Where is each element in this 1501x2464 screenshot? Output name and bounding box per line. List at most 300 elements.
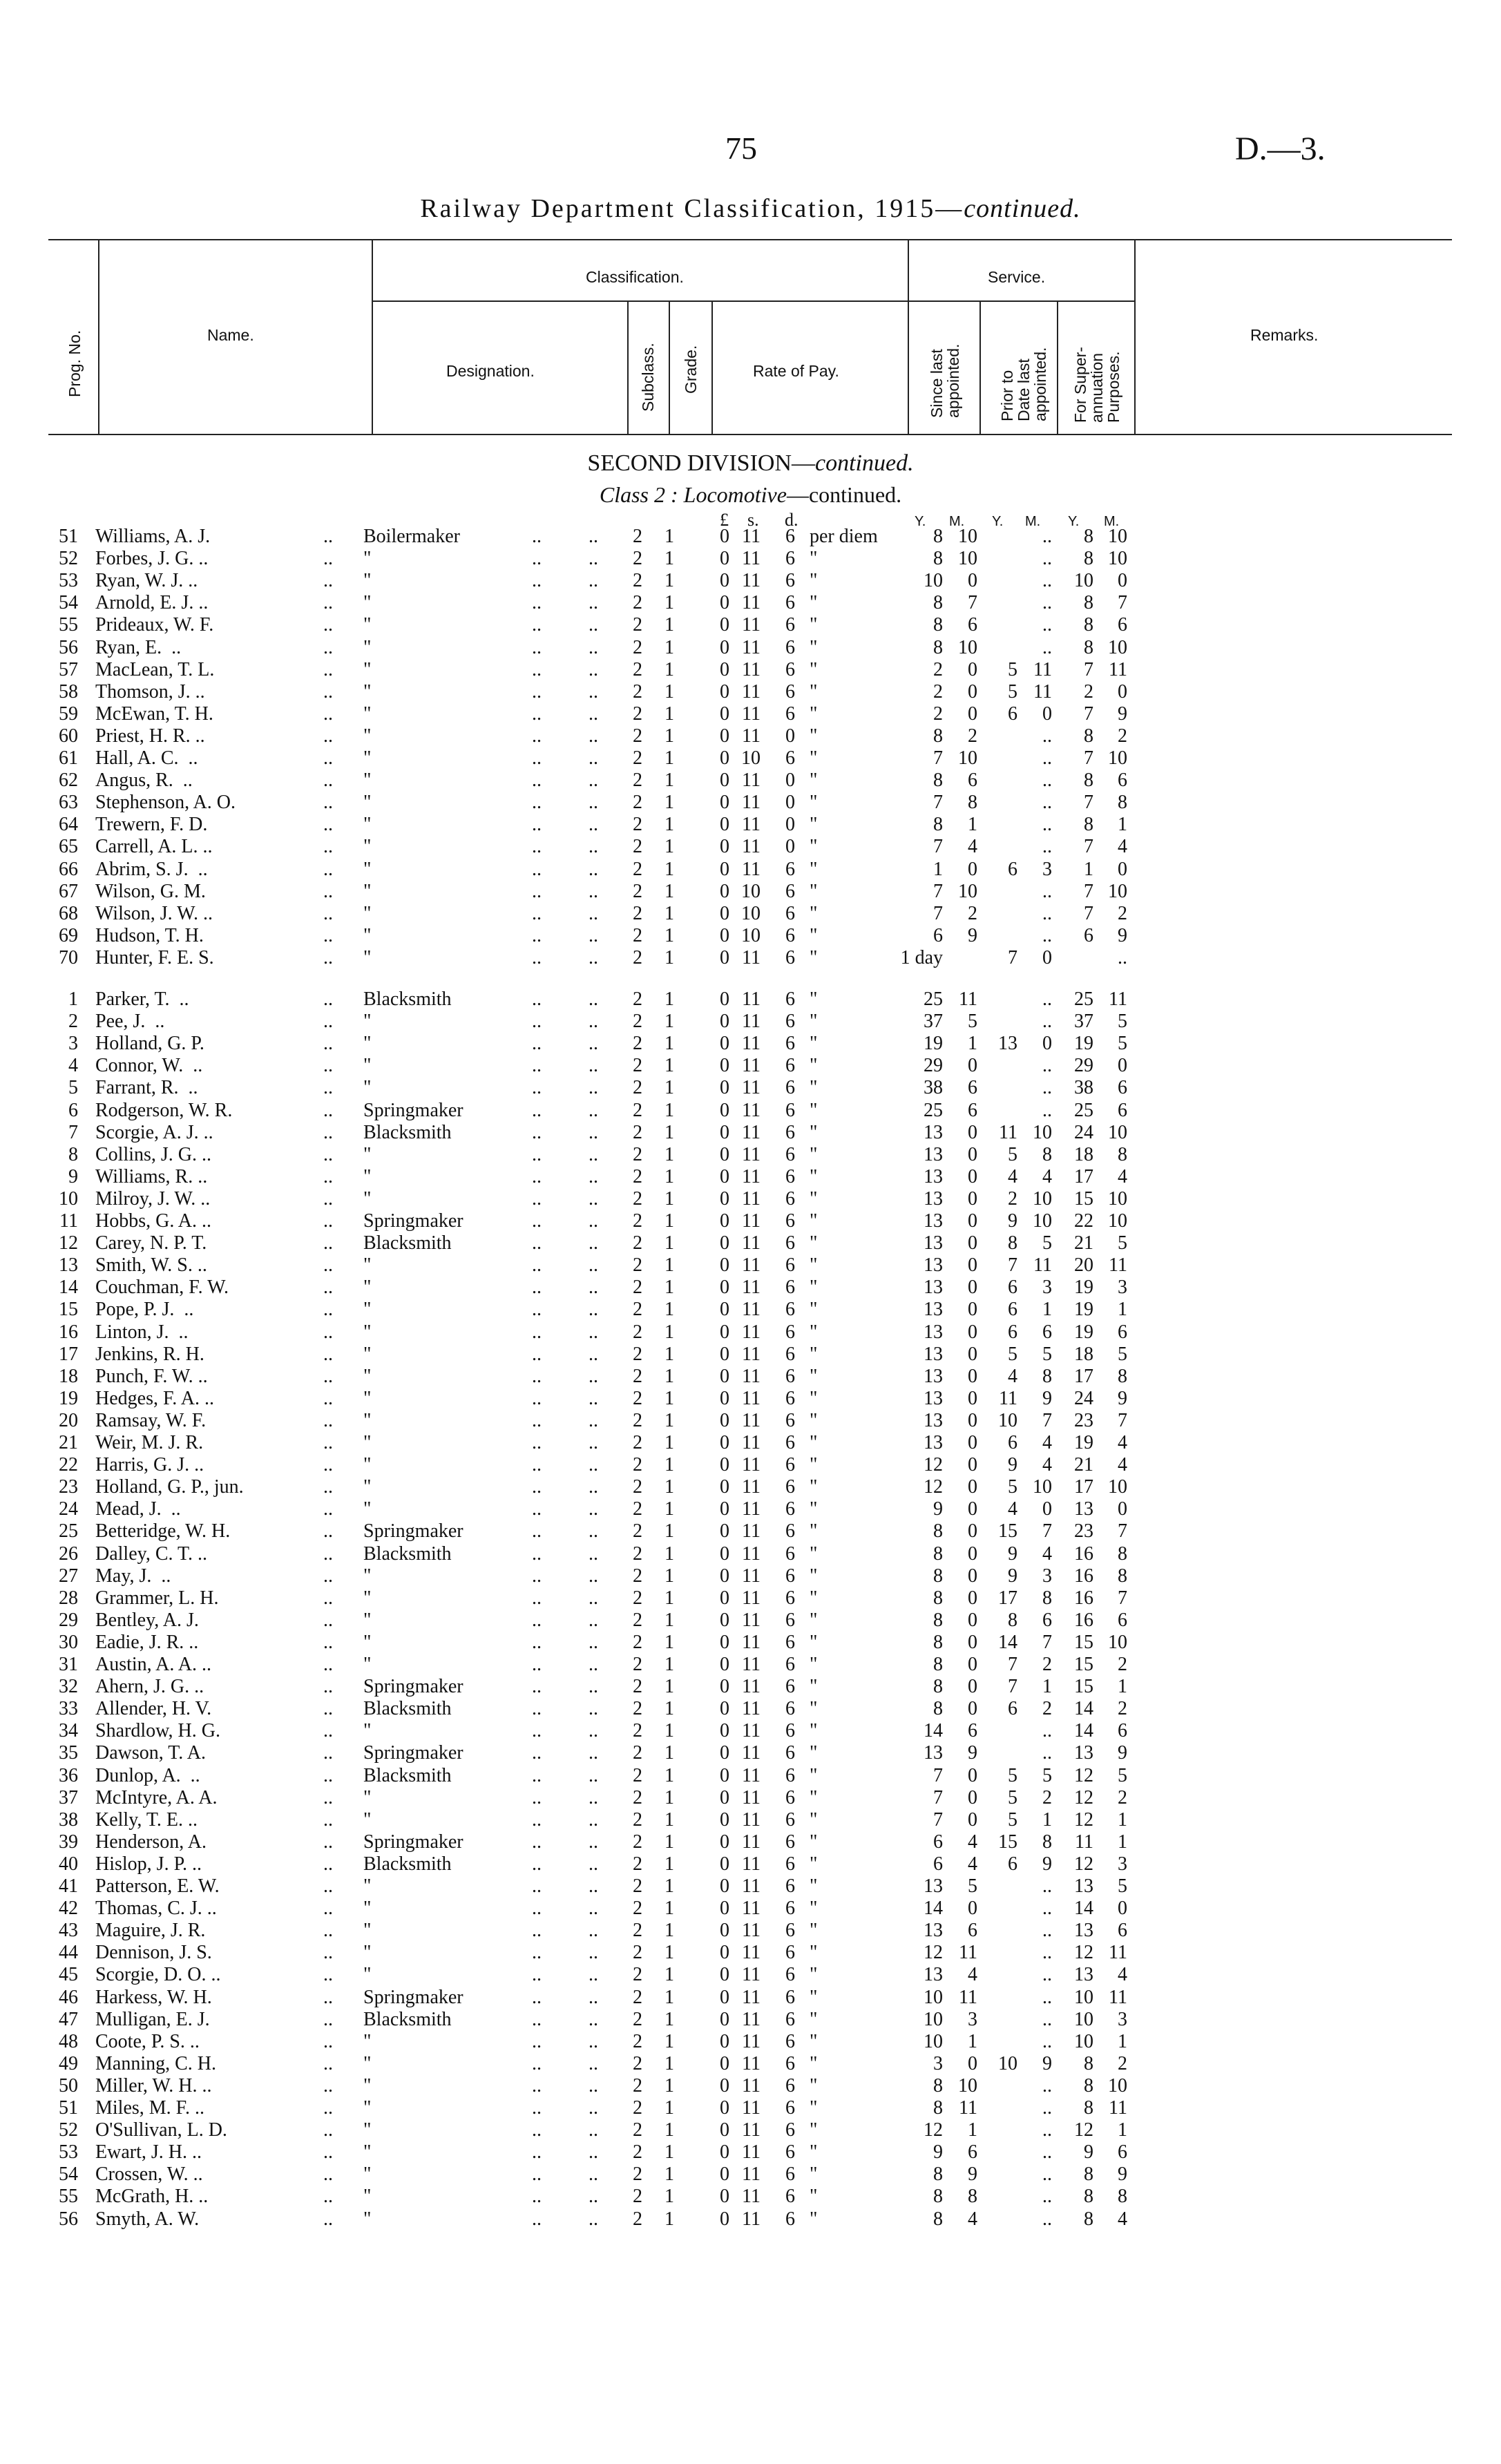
rate-pence: 6	[785, 2097, 795, 2119]
rate-pence: 6	[785, 1476, 795, 1498]
name: O'Sullivan, L. D.	[95, 2119, 227, 2141]
grade: 1	[665, 614, 674, 636]
rate-period: "	[810, 1432, 818, 1453]
since-years: 10	[924, 2008, 943, 2030]
rate-period: "	[810, 1831, 818, 1853]
super-months: 5	[1118, 1232, 1127, 1254]
subclass: 2	[633, 1942, 642, 1964]
rate-period: "	[810, 1165, 818, 1187]
prog-no: 28	[59, 1587, 78, 1609]
name: McEwan, T. H.	[95, 703, 213, 725]
designation: "	[363, 1631, 372, 1653]
prior-years: 15	[998, 1831, 1017, 1853]
rate-shillings: 11	[742, 1831, 761, 1853]
prior-months: 5	[1042, 1764, 1052, 1786]
subclass: 2	[633, 1187, 642, 1210]
subclass: 2	[633, 2052, 642, 2074]
rate-period: "	[810, 1875, 818, 1897]
table-row	[0, 1276, 1501, 1299]
prog-no: 69	[59, 924, 78, 946]
leader-dots: ..	[532, 1764, 542, 1786]
name: Ryan, E. ..	[95, 636, 182, 658]
since-years: 13	[924, 1299, 943, 1321]
page-title	[0, 193, 1501, 224]
name: Couchman, F. W.	[95, 1277, 229, 1299]
rate-pounds: 0	[720, 1498, 729, 1520]
designation: Blacksmith	[363, 1853, 452, 1875]
header-rate-of-pay: Rate of Pay.	[753, 362, 839, 380]
super-months: 6	[1118, 2141, 1127, 2164]
designation: Blacksmith	[363, 1232, 452, 1254]
name: Williams, A. J.	[95, 526, 211, 547]
rate-pence: 6	[785, 548, 795, 570]
grade: 1	[665, 1165, 674, 1187]
leader-dots: ..	[532, 703, 542, 725]
rate-pounds: 0	[720, 592, 729, 614]
rate-shillings: 11	[742, 1187, 761, 1210]
designation: Springmaker	[363, 1210, 463, 1232]
grade: 1	[665, 1210, 674, 1232]
leader-dots: ..	[532, 1786, 542, 1808]
rate-period: "	[810, 2008, 818, 2030]
rate-pounds: 0	[720, 1609, 729, 1631]
designation: "	[363, 1365, 372, 1387]
rate-shillings: 11	[742, 1853, 761, 1875]
rate-period: "	[810, 1187, 818, 1210]
leader-dots: ..	[589, 1277, 598, 1299]
leader-dots: ..	[532, 1808, 542, 1831]
rate-pounds: 0	[720, 814, 729, 836]
leader-dots: ..	[323, 1986, 333, 2008]
since-years: 8	[933, 2074, 943, 2097]
prog-no: 48	[59, 2030, 78, 2052]
subclass: 2	[633, 614, 642, 636]
name: Jenkins, R. H.	[95, 1343, 204, 1365]
name: Hunter, F. E. S.	[95, 946, 214, 968]
leader-dots: ..	[323, 703, 333, 725]
since-months: 10	[958, 548, 977, 570]
designation: "	[363, 792, 372, 814]
prior-months: 1	[1042, 1676, 1052, 1698]
prior-months: 9	[1042, 1853, 1052, 1875]
grade: 1	[665, 1654, 674, 1675]
super-months: 6	[1118, 770, 1127, 792]
leader-dots: ..	[589, 1343, 598, 1365]
super-years: 1	[1084, 858, 1093, 880]
since-years: 8	[933, 2097, 943, 2119]
rate-period: "	[810, 1720, 818, 1742]
designation: "	[363, 747, 372, 769]
table-row	[0, 1010, 1501, 1033]
since-years: 6	[933, 1853, 943, 1875]
prior-months: 9	[1042, 2052, 1052, 2074]
since-years: 7	[933, 880, 943, 902]
leader-dots: ..	[532, 989, 542, 1010]
leader-dots: ..	[532, 2008, 542, 2030]
leader-dots: ..	[323, 1476, 333, 1498]
rate-shillings: 11	[742, 1165, 761, 1187]
leader-dots: ..	[323, 2186, 333, 2208]
rate-pence: 6	[785, 1299, 795, 1321]
document-reference: D.—3.	[1235, 131, 1326, 167]
prior-months: ..	[1042, 614, 1052, 636]
since-months: 2	[968, 902, 977, 924]
leader-dots: ..	[532, 2030, 542, 2052]
since-months: 4	[968, 1853, 977, 1875]
leader-dots: ..	[323, 1808, 333, 1831]
super-months: 9	[1118, 2164, 1127, 2186]
designation: "	[363, 2119, 372, 2141]
rate-shillings: 11	[742, 2186, 761, 2208]
subclass: 2	[633, 946, 642, 968]
name: Carrell, A. L. ..	[95, 836, 213, 858]
super-years: 10	[1074, 2008, 1093, 2030]
grade: 1	[665, 2186, 674, 2208]
rate-pounds: 0	[720, 1631, 729, 1653]
col-rule	[1134, 239, 1136, 435]
prior-months: 0	[1042, 946, 1052, 968]
rate-pence: 6	[785, 1520, 795, 1543]
since-years: 25	[924, 989, 943, 1010]
leader-dots: ..	[589, 703, 598, 725]
since-months: 10	[958, 880, 977, 902]
prior-months: ..	[1042, 526, 1052, 547]
prog-no: 56	[59, 636, 78, 658]
prog-no: 70	[59, 946, 78, 968]
super-months: 4	[1118, 1165, 1127, 1187]
since-months: 0	[968, 2052, 977, 2074]
leader-dots: ..	[532, 658, 542, 680]
prog-no: 26	[59, 1543, 78, 1565]
super-months: 10	[1108, 1476, 1127, 1498]
leader-dots: ..	[589, 658, 598, 680]
prior-years: 4	[1008, 1165, 1017, 1187]
name: Hislop, J. P. ..	[95, 1853, 202, 1875]
leader-dots: ..	[532, 2052, 542, 2074]
since-years: 8	[933, 1698, 943, 1720]
since-months: 0	[968, 1187, 977, 1210]
leader-dots: ..	[589, 924, 598, 946]
subclass: 2	[633, 2208, 642, 2230]
super-months: 9	[1118, 1387, 1127, 1409]
leader-dots: ..	[323, 1099, 333, 1121]
table-row	[0, 1653, 1501, 1677]
leader-dots: ..	[323, 1498, 333, 1520]
grade: 1	[665, 1143, 674, 1165]
subclass: 2	[633, 1676, 642, 1698]
designation: "	[363, 1055, 372, 1077]
prior-months: ..	[1042, 2141, 1052, 2164]
designation: "	[363, 1299, 372, 1321]
rate-period: "	[810, 1454, 818, 1476]
table-row	[0, 2074, 1501, 2098]
designation: "	[363, 858, 372, 880]
grade: 1	[665, 1742, 674, 1764]
leader-dots: ..	[323, 770, 333, 792]
leader-dots: ..	[323, 1742, 333, 1764]
super-months: 7	[1118, 1409, 1127, 1431]
super-months: 1	[1118, 1831, 1127, 1853]
table-row	[0, 1697, 1501, 1721]
designation: Blacksmith	[363, 1698, 452, 1720]
header-grade: Grade.	[682, 345, 700, 394]
rate-shillings: 11	[742, 1077, 761, 1099]
leader-dots: ..	[532, 836, 542, 858]
rate-shillings: 11	[742, 1409, 761, 1431]
name: McIntyre, A. A.	[95, 1786, 218, 1808]
leader-dots: ..	[323, 902, 333, 924]
table-row	[0, 658, 1501, 682]
rate-period: "	[810, 1898, 818, 1920]
super-months: 0	[1118, 570, 1127, 592]
rate-shillings: 11	[742, 1143, 761, 1165]
rate-period: "	[810, 1942, 818, 1964]
since-years: 13	[924, 1165, 943, 1187]
super-months: 10	[1108, 1631, 1127, 1653]
grade: 1	[665, 989, 674, 1010]
prog-no: 60	[59, 725, 78, 747]
grade: 1	[665, 1432, 674, 1453]
rate-period: "	[810, 1121, 818, 1143]
prog-no: 55	[59, 614, 78, 636]
prior-months: ..	[1042, 1942, 1052, 1964]
leader-dots: ..	[532, 614, 542, 636]
subclass: 2	[633, 1898, 642, 1920]
rate-period: "	[810, 1143, 818, 1165]
super-months: 9	[1118, 703, 1127, 725]
leader-dots: ..	[532, 680, 542, 703]
prior-years: 5	[1008, 1786, 1017, 1808]
leader-dots: ..	[532, 570, 542, 592]
subclass: 2	[633, 636, 642, 658]
leader-dots: ..	[323, 814, 333, 836]
since-years: 14	[924, 1720, 943, 1742]
grade: 1	[665, 1498, 674, 1520]
table-row	[0, 1431, 1501, 1455]
prog-no: 35	[59, 1742, 78, 1764]
since-years: 8	[933, 592, 943, 614]
prior-months: ..	[1042, 1986, 1052, 2008]
name: Ramsay, W. F.	[95, 1409, 207, 1431]
rate-shillings: 11	[742, 1365, 761, 1387]
rate-pence: 6	[785, 1165, 795, 1187]
super-months: 1	[1118, 1676, 1127, 1698]
leader-dots: ..	[589, 1764, 598, 1786]
since-months: 10	[958, 526, 977, 547]
subclass: 2	[633, 1786, 642, 1808]
prior-years: 6	[1008, 703, 1017, 725]
name: Crossen, W. ..	[95, 2164, 203, 2186]
super-years: 10	[1074, 570, 1093, 592]
prog-no: 13	[59, 1254, 78, 1277]
leader-dots: ..	[532, 1011, 542, 1033]
table-row	[0, 1631, 1501, 1654]
super-months: 4	[1118, 1964, 1127, 1986]
prior-years: 4	[1008, 1498, 1017, 1520]
rate-shillings: 11	[742, 2119, 761, 2141]
leader-dots: ..	[323, 880, 333, 902]
super-years: 12	[1074, 1942, 1093, 1964]
unit-pounds: £	[720, 510, 729, 530]
leader-dots: ..	[323, 1565, 333, 1587]
leader-dots: ..	[589, 1321, 598, 1343]
page-number: 75	[725, 131, 757, 166]
designation: "	[363, 636, 372, 658]
rate-pounds: 0	[720, 2052, 729, 2074]
rate-pounds: 0	[720, 1077, 729, 1099]
rate-shillings: 11	[742, 1520, 761, 1543]
table-row	[0, 613, 1501, 637]
unit-m1: M.	[949, 514, 965, 529]
super-months: 11	[1109, 1986, 1127, 2008]
rate-shillings: 11	[742, 1277, 761, 1299]
leader-dots: ..	[323, 1543, 333, 1565]
prior-years: 7	[1008, 1676, 1017, 1698]
prog-no: 52	[59, 2119, 78, 2141]
leader-dots: ..	[323, 2030, 333, 2052]
super-years: 21	[1074, 1454, 1093, 1476]
rate-pence: 6	[785, 592, 795, 614]
leader-dots: ..	[532, 1720, 542, 1742]
designation: Springmaker	[363, 1099, 463, 1121]
leader-dots: ..	[532, 1343, 542, 1365]
prior-years: 6	[1008, 1321, 1017, 1343]
leader-dots: ..	[323, 1786, 333, 1808]
leader-dots: ..	[532, 2186, 542, 2208]
since-months: 0	[968, 1454, 977, 1476]
rate-shillings: 11	[742, 792, 761, 814]
rate-period: "	[810, 680, 818, 703]
leader-dots: ..	[323, 1853, 333, 1875]
leader-dots: ..	[323, 1277, 333, 1299]
since-years: 13	[924, 1920, 943, 1942]
leader-dots: ..	[323, 1165, 333, 1187]
subclass: 2	[633, 836, 642, 858]
prior-months: ..	[1042, 2186, 1052, 2208]
since-years: 37	[924, 1011, 943, 1033]
super-months: 6	[1118, 1099, 1127, 1121]
subclass: 2	[633, 1920, 642, 1942]
super-years: 24	[1074, 1121, 1093, 1143]
rate-shillings: 11	[742, 614, 761, 636]
super-months: 6	[1118, 1077, 1127, 1099]
rate-shillings: 11	[742, 680, 761, 703]
grade: 1	[665, 1587, 674, 1609]
rate-shillings: 11	[742, 1387, 761, 1409]
table-row	[0, 1121, 1501, 1145]
grade: 1	[665, 1121, 674, 1143]
rate-pounds: 0	[720, 1321, 729, 1343]
rate-pence: 6	[785, 658, 795, 680]
since-years: 8	[933, 614, 943, 636]
leader-dots: ..	[532, 1698, 542, 1720]
leader-dots: ..	[589, 1565, 598, 1587]
since-years: 8	[933, 770, 943, 792]
super-months: 6	[1118, 1920, 1127, 1942]
rate-shillings: 11	[742, 1808, 761, 1831]
leader-dots: ..	[589, 570, 598, 592]
rate-shillings: 11	[742, 1964, 761, 1986]
table-row	[0, 1764, 1501, 1788]
table-row	[0, 2141, 1501, 2164]
header-designation: Designation.	[446, 362, 535, 380]
rate-pence: 6	[785, 989, 795, 1010]
since-months: 11	[959, 1942, 977, 1964]
designation: Blacksmith	[363, 2008, 452, 2030]
leader-dots: ..	[323, 2008, 333, 2030]
leader-dots: ..	[589, 592, 598, 614]
header-for-super: For Super- annuation Purposes.	[1071, 347, 1122, 423]
leader-dots: ..	[589, 946, 598, 968]
rate-period: "	[810, 1232, 818, 1254]
since-years: 7	[933, 1764, 943, 1786]
since-months: 10	[958, 2074, 977, 2097]
since-years: 13	[924, 1964, 943, 1986]
rate-pence: 6	[785, 1099, 795, 1121]
leader-dots: ..	[323, 1011, 333, 1033]
table-row	[0, 591, 1501, 615]
grade: 1	[665, 1565, 674, 1587]
rate-pence: 6	[785, 1077, 795, 1099]
subclass: 2	[633, 1143, 642, 1165]
name: Thomas, C. J. ..	[95, 1898, 217, 1920]
prior-years: 8	[1008, 1609, 1017, 1631]
prog-no: 12	[59, 1232, 78, 1254]
rate-period: "	[810, 703, 818, 725]
super-years: 16	[1074, 1587, 1093, 1609]
designation: "	[363, 1387, 372, 1409]
leader-dots: ..	[589, 2141, 598, 2164]
rate-pounds: 0	[720, 2164, 729, 2186]
since-months: 0	[968, 570, 977, 592]
super-years: 23	[1074, 1409, 1093, 1431]
leader-dots: ..	[589, 1121, 598, 1143]
prior-years: 6	[1008, 1277, 1017, 1299]
leader-dots: ..	[532, 1321, 542, 1343]
leader-dots: ..	[589, 1055, 598, 1077]
grade: 1	[665, 725, 674, 747]
leader-dots: ..	[589, 1676, 598, 1698]
designation: "	[363, 680, 372, 703]
leader-dots: ..	[589, 880, 598, 902]
since-years: 7	[933, 902, 943, 924]
designation: "	[363, 1786, 372, 1808]
super-years: 16	[1074, 1543, 1093, 1565]
since-months: 0	[968, 1520, 977, 1543]
since-months: 0	[968, 1476, 977, 1498]
prog-no: 19	[59, 1387, 78, 1409]
designation: Springmaker	[363, 1986, 463, 2008]
leader-dots: ..	[323, 989, 333, 1010]
since-years: 13	[924, 1365, 943, 1387]
prog-no: 59	[59, 703, 78, 725]
leader-dots: ..	[589, 1299, 598, 1321]
since-years: 2	[933, 680, 943, 703]
leader-dots: ..	[323, 526, 333, 547]
since-months: 0	[968, 1432, 977, 1453]
rate-shillings: 10	[741, 747, 761, 769]
designation: "	[363, 614, 372, 636]
grade: 1	[665, 1942, 674, 1964]
leader-dots: ..	[323, 2164, 333, 2186]
rate-pounds: 0	[720, 2008, 729, 2030]
prior-years: 11	[999, 1121, 1017, 1143]
rate-pounds: 0	[720, 1187, 729, 1210]
prog-no: 51	[59, 526, 78, 547]
rate-period: per diem	[810, 526, 878, 547]
since-years: 14	[924, 1898, 943, 1920]
table-row	[0, 569, 1501, 593]
